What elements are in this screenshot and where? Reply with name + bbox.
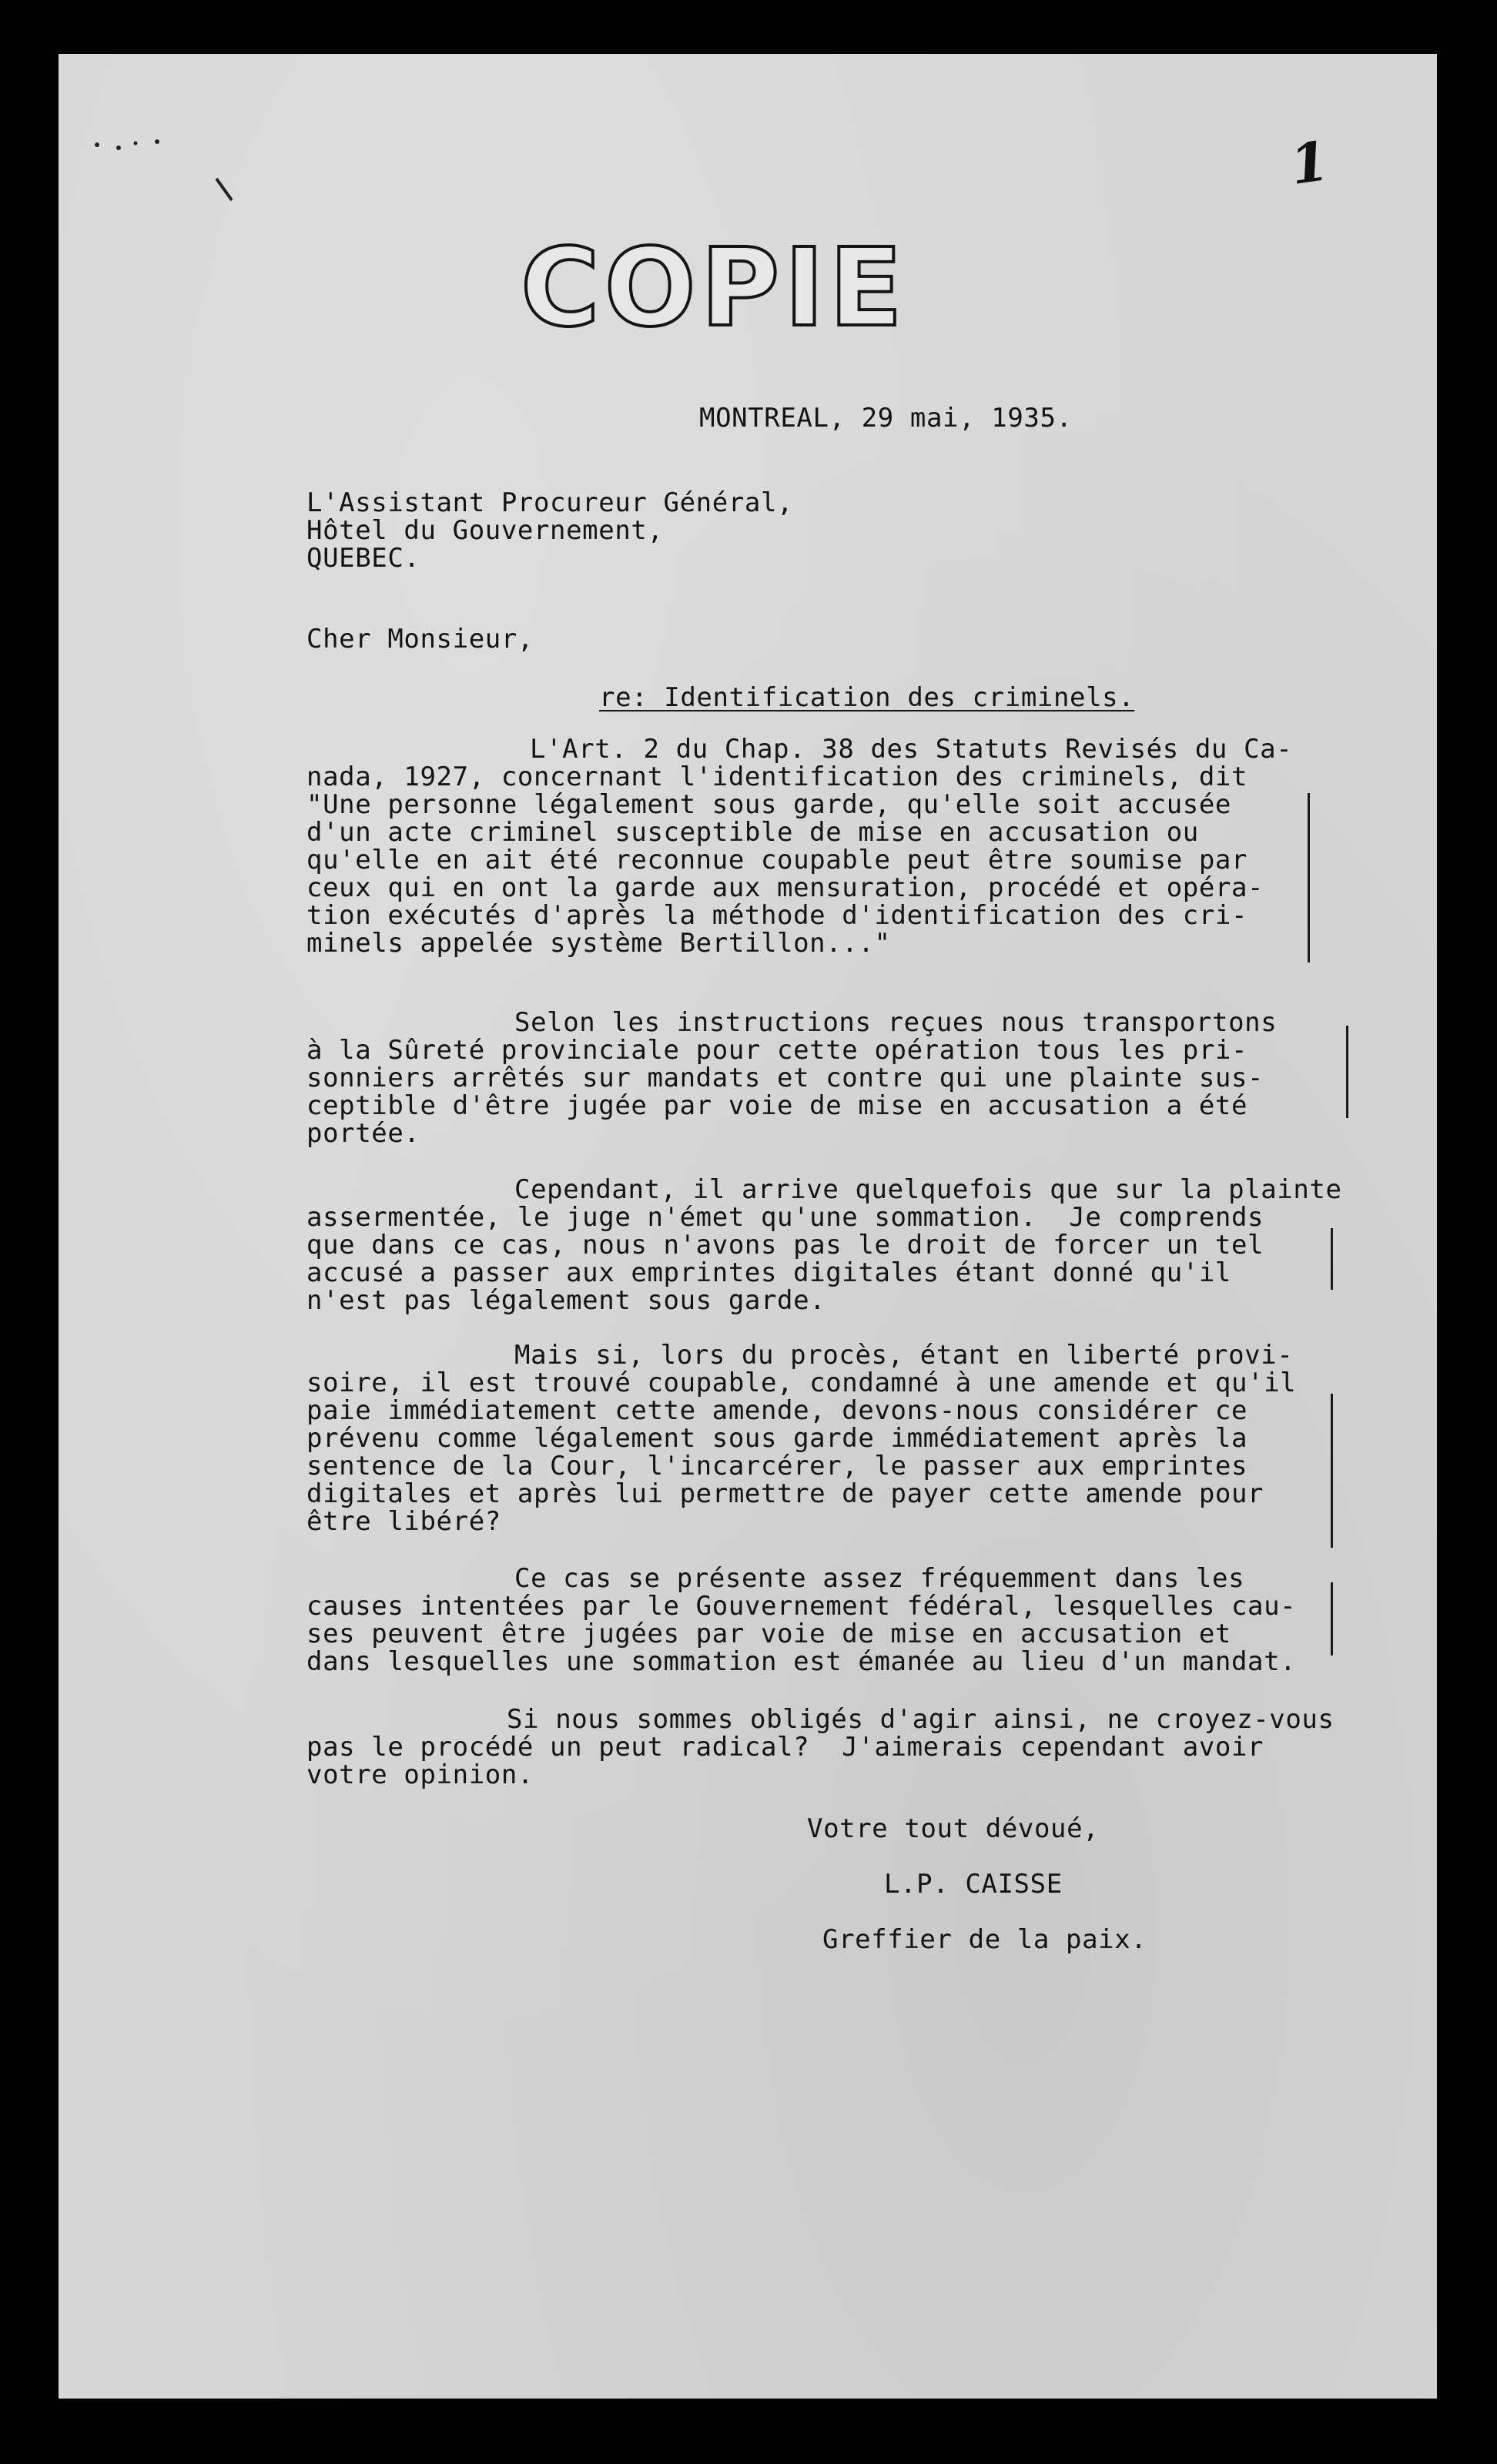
scan-specks xyxy=(89,139,259,293)
margin-mark xyxy=(1308,793,1310,962)
paragraph-line: que dans ce cas, nous n'avons pas le droit de forcer un tel xyxy=(306,1230,1264,1260)
paragraph-line: ceux qui en ont la garde aux mensuration, procédé et opéra- xyxy=(306,872,1264,903)
margin-mark xyxy=(1331,1228,1333,1290)
paragraph-line: Selon les instructions reçues nous transportons xyxy=(514,1007,1278,1038)
paragraph-line: accusé a passer aux emprintes digitales étant donné qu'il xyxy=(306,1257,1231,1288)
paragraph-line: assermentée, le juge n'émet qu'une sommation. Je comprends xyxy=(306,1202,1264,1233)
paragraph-line: ses peuvent être jugées par voie de mise en accusation et xyxy=(306,1619,1231,1649)
subject-line: re: Identification des criminels. xyxy=(599,682,1135,713)
paragraph-line: n'est pas légalement sous garde. xyxy=(306,1285,826,1316)
margin-mark xyxy=(1346,1026,1348,1118)
page-number-mark: 1 xyxy=(1286,129,1333,197)
paragraph-line: à la Sûreté provinciale pour cette opération tous les pri- xyxy=(306,1035,1248,1066)
copie-stamp: COPIE xyxy=(521,226,908,351)
paragraph-line: Si nous sommes obligés d'agir ainsi, ne croyez-vous xyxy=(507,1704,1335,1735)
paragraph-line: Mais si, lors du procès, étant en liberté provi- xyxy=(514,1340,1294,1371)
paragraph-line: sonniers arrêtés sur mandats et contre qui une plainte sus- xyxy=(306,1063,1264,1093)
paragraph-line: soire, il est trouvé coupable, condamné à une amende et qu'il xyxy=(306,1368,1297,1398)
paragraph-line: tion exécutés d'après la méthode d'identification des cri- xyxy=(306,900,1248,931)
salutation: Cher Monsieur, xyxy=(306,624,534,654)
margin-mark xyxy=(1331,1394,1333,1548)
letter-page xyxy=(59,54,1437,2399)
paragraph-line: Cependant, il arrive quelquefois que sur la plainte xyxy=(514,1174,1342,1205)
paragraph-line: être libéré? xyxy=(306,1506,501,1537)
paragraph-line: d'un acte criminel susceptible de mise en accusation ou xyxy=(306,817,1199,848)
paragraph-line: nada, 1927, concernant l'identification des criminels, dit xyxy=(306,762,1248,792)
paragraph-line: causes intentées par le Gouvernement fédéral, lesquelles cau- xyxy=(306,1591,1297,1622)
paragraph-line: sentence de la Cour, l'incarcérer, le passer aux emprintes xyxy=(306,1451,1248,1481)
signer-title: Greffier de la paix. xyxy=(822,1924,1147,1955)
paragraph-line: prévenu comme légalement sous garde immédiatement après la xyxy=(306,1423,1248,1454)
paragraph-line: dans lesquelles une sommation est émanée au lieu d'un mandat. xyxy=(306,1646,1297,1677)
paragraph-line: ceptible d'être jugée par voie de mise en accusation a été xyxy=(306,1090,1248,1121)
paragraph-line: L'Art. 2 du Chap. 38 des Statuts Revisés du Ca- xyxy=(530,734,1293,765)
date-line: MONTREAL, 29 mai, 1935. xyxy=(699,403,1073,434)
paragraph-line: paie immédiatement cette amende, devons-nous considérer ce xyxy=(306,1395,1248,1426)
paragraph-line: Ce cas se présente assez fréquemment dans les xyxy=(514,1563,1245,1594)
valediction: Votre tout dévoué, xyxy=(807,1813,1100,1844)
recipient-line-1: L'Assistant Procureur Général, xyxy=(306,487,794,518)
paragraph-line: votre opinion. xyxy=(306,1759,534,1790)
paragraph-line: portée. xyxy=(306,1118,420,1149)
paragraph-line: digitales et après lui permettre de payer cette amende pour xyxy=(306,1478,1264,1509)
recipient-line-2: Hôtel du Gouvernement, xyxy=(306,515,664,546)
paragraph-line: qu'elle en ait été reconnue coupable peut être soumise par xyxy=(306,845,1248,875)
paragraph-line: pas le procédé un peut radical? J'aimerais cependant avoir xyxy=(306,1732,1264,1763)
recipient-line-3: QUEBEC. xyxy=(306,543,420,574)
paragraph-line: minels appelée système Bertillon..." xyxy=(306,928,891,959)
paragraph-line: "Une personne légalement sous garde, qu'elle soit accusée xyxy=(306,789,1231,820)
signer-name: L.P. CAISSE xyxy=(884,1869,1063,1900)
margin-mark xyxy=(1331,1582,1333,1656)
